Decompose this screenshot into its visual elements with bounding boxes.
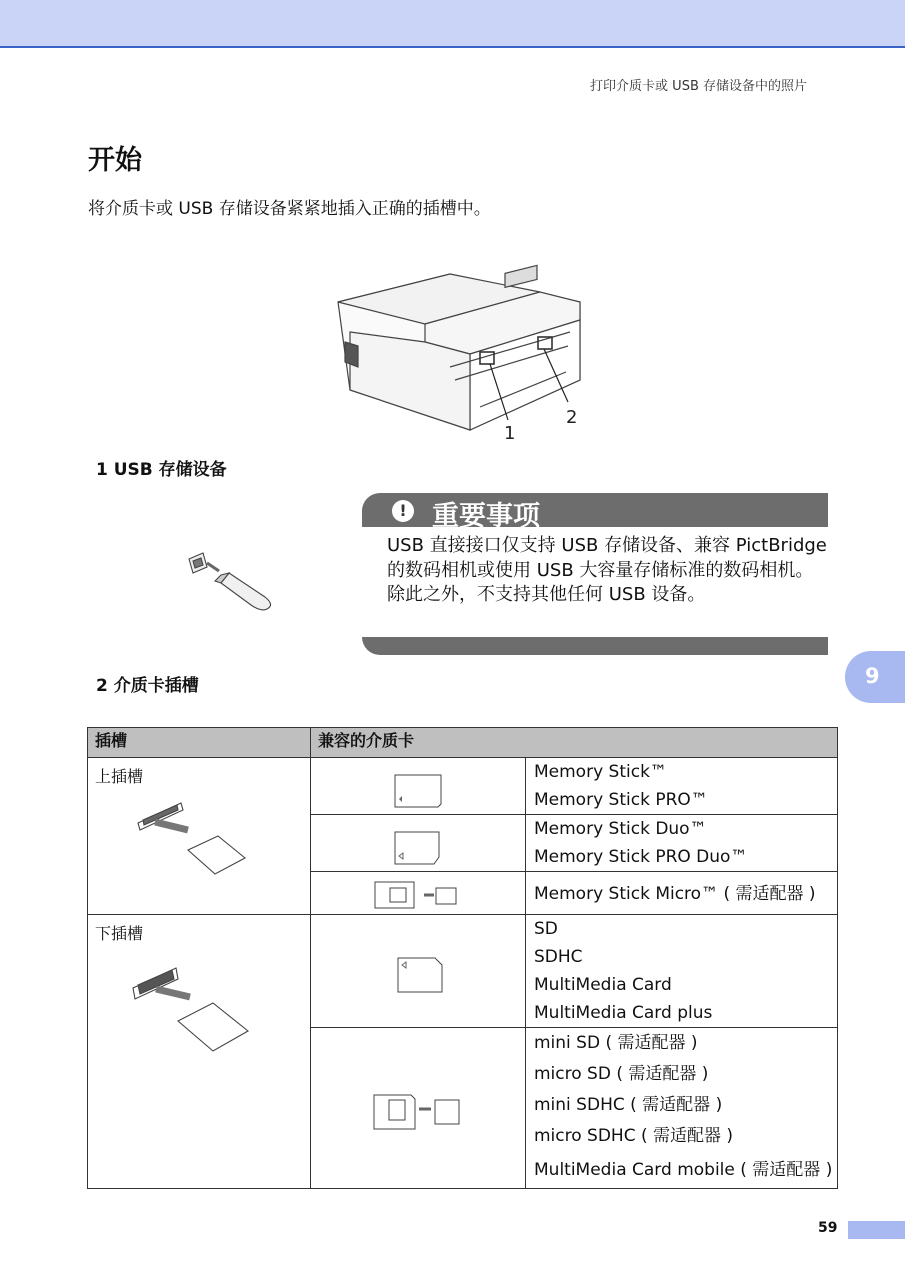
callout-1: 1 [504, 423, 516, 444]
important-body: USB 直接接口仅支持 USB 存储设备、兼容 PictBridge 的数码相机或使用 USB 大容量存储标准的数码相机。除此之外，不支持其他任何 USB 设备。 [387, 535, 827, 605]
important-title: 重要事项 [432, 501, 540, 532]
lower-slot-cell [88, 915, 311, 1189]
card-icon-cell [311, 815, 526, 872]
top-banner [0, 0, 905, 48]
caption-card-slot: 2 介质卡插槽 [96, 676, 199, 696]
card-icon-cell [311, 915, 526, 1028]
card-icon-cell [311, 1028, 526, 1189]
page-number-bar [848, 1221, 905, 1239]
card-names: Memory Stick Micro™ ( 需适配器 ) [526, 872, 838, 915]
printer-illustration [330, 262, 595, 447]
card-icon-cell [311, 872, 526, 915]
important-header [362, 493, 828, 532]
card-names: SD SDHC MultiMedia Card MultiMedia Card plus [526, 915, 838, 1028]
card-icon-cell [311, 758, 526, 815]
caption-usb: 1 USB 存储设备 [96, 460, 227, 480]
card-names: mini SD ( 需适配器 ) micro SD ( 需适配器 ) mini SDHC ( 需适配器 ) micro SDHC ( 需适配器 ) MultiMedia Card mobile ( 需适配器 ) [526, 1028, 838, 1189]
card-names: Memory Stick Duo™ Memory Stick PRO Duo™ [526, 815, 838, 872]
lower-slot-illustration [128, 963, 263, 1063]
media-card-table [87, 727, 838, 1189]
chapter-tab: 9 [845, 651, 905, 703]
exclamation-icon: ! [392, 500, 414, 522]
col-header-cards: 兼容的介质卡 [311, 728, 838, 758]
page-number: 59 [818, 1220, 838, 1236]
section-title: 开始 [88, 145, 142, 176]
mini-micro-adapter-icon [373, 1094, 465, 1130]
important-footer [362, 637, 828, 655]
micro-adapter-icon [374, 880, 464, 910]
sd-card-icon [397, 957, 443, 993]
col-header-slot: 插槽 [88, 728, 311, 758]
memory-stick-duo-icon [394, 831, 444, 865]
upper-slot-cell [88, 758, 311, 915]
usb-stick-illustration [185, 545, 280, 613]
lower-slot-label: 下插槽 [95, 924, 144, 943]
memory-stick-icon [394, 774, 444, 808]
card-names: Memory Stick™ Memory Stick PRO™ [526, 758, 838, 815]
upper-slot-label: 上插槽 [95, 767, 144, 786]
intro-text: 将介质卡或 USB 存储设备紧紧地插入正确的插槽中。 [88, 199, 491, 219]
upper-slot-illustration [133, 798, 263, 888]
running-title: 打印介质卡或 USB 存储设备中的照片 [590, 79, 807, 94]
callout-2: 2 [566, 407, 578, 428]
